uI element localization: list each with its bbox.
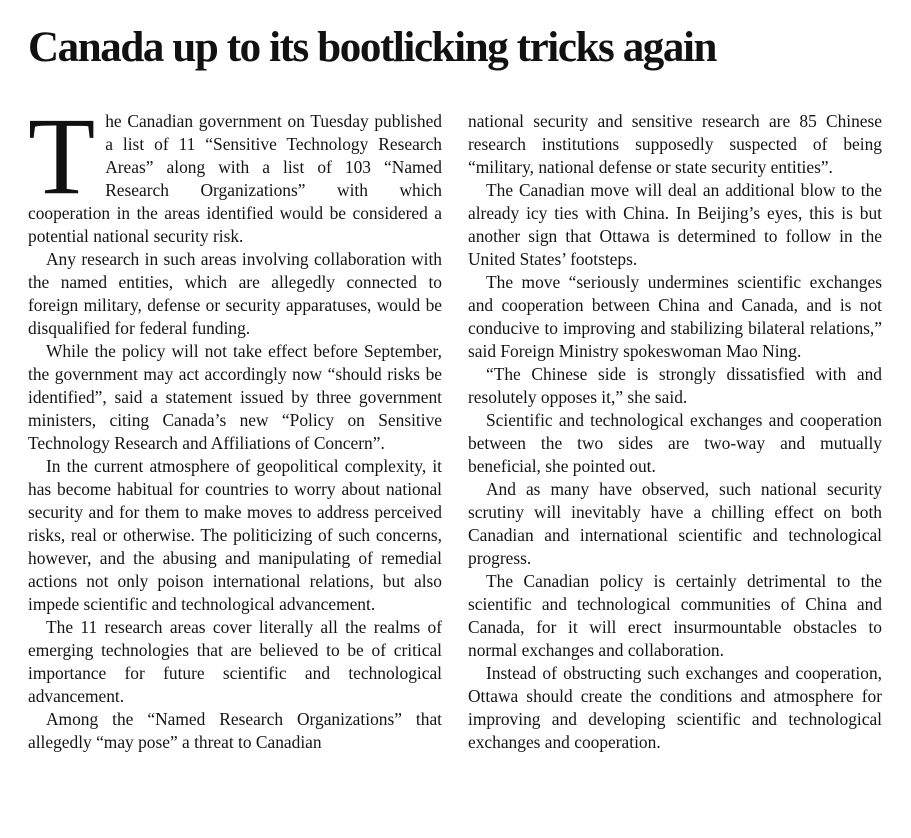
article-paragraph: In the current atmosphere of geopolitical complexity, it has become habitual for countries to worry about national security and for them to make moves to address perceived risks, real or otherwise. The politicizing of such concerns, however, and the abusing and manipulating of remedial actions not only poison international relations, but also impede scientific and technological advancement. (28, 456, 442, 614)
article-paragraph: The Canadian government on Tuesday published a list of 11 “Sensitive Technology Research Areas” along with a list of 103 “Named Research Organizations” with which cooperation in the areas identified would be considered a potential national security risk. (28, 95, 442, 246)
article-column-left (28, 95, 442, 754)
article-paragraph: “The Chinese side is strongly dissatisfied with and resolutely opposes it,” she said. (468, 364, 882, 407)
article-paragraph: While the policy will not take effect before September, the government may act accordingly now “should risks be identified”, said a statement issued by three government ministers, citing Canada’s new “Policy on Sensitive Technology Research and Affiliations of Concern”. (28, 341, 442, 453)
article-paragraph: The 11 research areas cover literally all the realms of emerging technologies that are believed to be of critical importance for future scientific and technological advancement. (28, 617, 442, 706)
article-paragraph: Any research in such areas involving collaboration with the named entities, which are allegedly connected to foreign military, defense or security apparatuses, would be disqualified for federal funding. (28, 249, 442, 338)
article-paragraph: And as many have observed, such national security scrutiny will inevitably have a chilling effect on both Canadian and international scientific and technological progress. (468, 479, 882, 568)
article-paragraph: national security and sensitive research are 85 Chinese research institutions supposedly suspected of being “military, national defense or state security entities”. (468, 111, 882, 177)
article-paragraph: The move “seriously undermines scientific exchanges and cooperation between China and Canada, and is not conducive to improving and stabilizing bilateral relations,” said Foreign Ministry spokeswoman Mao Ning. (468, 272, 882, 361)
article-paragraph: The Canadian policy is certainly detrimental to the scientific and technological communities of China and Canada, for it will erect insurmountable obstacles to normal exchanges and collaboration. (468, 571, 882, 660)
article-paragraph: Among the “Named Research Organizations” that allegedly “may pose” a threat to Canadian (28, 709, 442, 752)
drop-cap: T (28, 95, 96, 217)
article-headline: Canada up to its bootlicking tricks again (28, 24, 717, 71)
article-paragraph: Scientific and technological exchanges and cooperation between the two sides are two-way and mutually beneficial, she pointed out. (468, 410, 882, 476)
article-paragraph: The Canadian move will deal an additional blow to the already icy ties with China. In Beijing’s eyes, this is but another sign that Ottawa is determined to follow in the United States’ footsteps. (468, 180, 882, 269)
article-column-right (468, 110, 882, 754)
article-paragraph: Instead of obstructing such exchanges and cooperation, Ottawa should create the conditions and atmosphere for improving and developing scientific and technological exchanges and cooperation. (468, 663, 882, 752)
